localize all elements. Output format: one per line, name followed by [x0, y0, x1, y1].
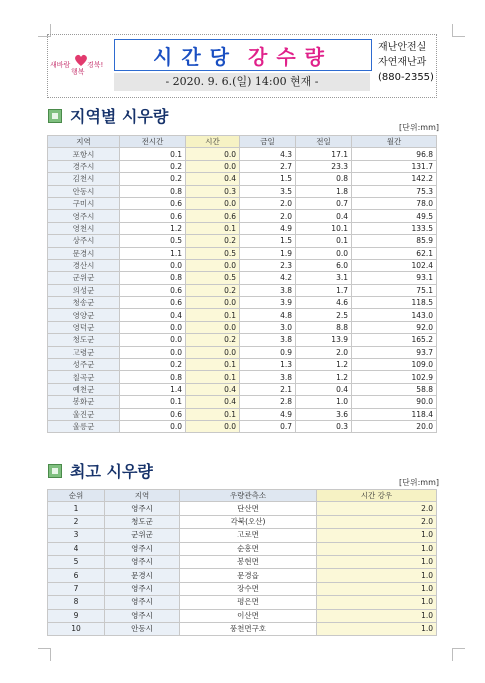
table-row — [48, 259, 437, 271]
rank-cell: 1 — [48, 502, 105, 515]
value-cell: 0.3 — [296, 420, 352, 432]
value-cell: 75.3 — [352, 185, 437, 197]
value-cell: 0.8 — [120, 185, 186, 197]
value-cell: 0.7 — [296, 197, 352, 209]
rank-cell: 6 — [48, 569, 105, 582]
region-cell: 청송군 — [48, 297, 120, 309]
region-cell: 안동시 — [105, 622, 180, 635]
region-cell: 영주시 — [48, 210, 120, 222]
value-cell: 0.0 — [120, 334, 186, 346]
value-cell: 2.7 — [240, 160, 296, 172]
value-cell: 0.2 — [186, 284, 240, 296]
title-part-1: 시간당 — [153, 44, 238, 69]
value-cell: 1.0 — [296, 396, 352, 408]
dept-division: 자연재난과 — [378, 57, 427, 68]
station-cell: 평은면 — [180, 596, 317, 609]
table-row — [48, 222, 437, 234]
value-cell: 0.0 — [186, 321, 240, 333]
value-cell: 102.9 — [352, 371, 437, 383]
value-cell: 1.2 — [120, 222, 186, 234]
value-cell: 0.1 — [186, 222, 240, 234]
region-cell: 성주군 — [48, 359, 120, 371]
value-cell: 109.0 — [352, 359, 437, 371]
region-cell: 문경시 — [48, 247, 120, 259]
table-row — [48, 210, 437, 222]
station-cell: 봉현면 — [180, 555, 317, 568]
value-cell: 23.3 — [296, 160, 352, 172]
table-row — [48, 582, 437, 595]
value-cell: 1.1 — [120, 247, 186, 259]
value-cell: 102.4 — [352, 259, 437, 271]
region-cell: 봉화군 — [48, 396, 120, 408]
section-heading-regional — [48, 104, 168, 127]
value-cell: 78.0 — [352, 197, 437, 209]
value-cell: 0.6 — [120, 210, 186, 222]
station-cell: 각북(오산) — [180, 515, 317, 528]
value-cell: 0.0 — [186, 148, 240, 160]
region-cell: 의성군 — [48, 284, 120, 296]
value-cell: 0.1 — [186, 359, 240, 371]
table-row — [48, 297, 437, 309]
value-cell: 0.1 — [186, 309, 240, 321]
page-corner-mark — [452, 24, 465, 37]
value-cell: 0.6 — [120, 284, 186, 296]
value-cell: 6.0 — [296, 259, 352, 271]
column-header: 시간 — [186, 136, 240, 148]
rainfall-cell: 1.0 — [317, 622, 437, 635]
value-cell: 0.4 — [296, 210, 352, 222]
region-cell: 문경시 — [105, 569, 180, 582]
column-header: 순위 — [48, 490, 105, 502]
value-cell: 4.6 — [296, 297, 352, 309]
table-row — [48, 569, 437, 582]
report-header — [47, 34, 437, 98]
table-header-row — [48, 490, 437, 502]
value-cell: 2.3 — [240, 259, 296, 271]
value-cell: 90.0 — [352, 396, 437, 408]
table-row — [48, 334, 437, 346]
region-cell: 고령군 — [48, 346, 120, 358]
value-cell: 1.2 — [296, 359, 352, 371]
value-cell: 10.1 — [296, 222, 352, 234]
value-cell: 3.9 — [240, 297, 296, 309]
region-cell: 상주시 — [48, 235, 120, 247]
value-cell: 0.7 — [240, 420, 296, 432]
unit-label: [단위:mm] — [399, 123, 439, 132]
table-row — [48, 408, 437, 420]
table-row — [48, 420, 437, 432]
station-cell: 문경읍 — [180, 569, 317, 582]
region-cell: 영주시 — [105, 555, 180, 568]
value-cell: 2.5 — [296, 309, 352, 321]
table-row — [48, 235, 437, 247]
value-cell: 62.1 — [352, 247, 437, 259]
value-cell: 1.9 — [240, 247, 296, 259]
region-cell: 영주시 — [105, 582, 180, 595]
table-row — [48, 502, 437, 515]
station-cell: 고로면 — [180, 529, 317, 542]
value-cell: 2.1 — [240, 383, 296, 395]
rainfall-cell: 1.0 — [317, 529, 437, 542]
rainfall-cell: 1.0 — [317, 555, 437, 568]
region-cell: 청도군 — [105, 515, 180, 528]
region-cell: 영주시 — [105, 596, 180, 609]
table-row — [48, 185, 437, 197]
title-part-2: 강수량 — [248, 44, 333, 69]
value-cell: 0.2 — [120, 359, 186, 371]
region-cell: 경산시 — [48, 259, 120, 271]
table-row — [48, 542, 437, 555]
rainfall-cell: 1.0 — [317, 542, 437, 555]
rank-cell: 3 — [48, 529, 105, 542]
rainfall-cell: 1.0 — [317, 569, 437, 582]
page-corner-mark — [452, 648, 465, 661]
report-title — [114, 39, 372, 71]
value-cell: 1.5 — [240, 173, 296, 185]
table-row — [48, 622, 437, 635]
table-row — [48, 383, 437, 395]
value-cell: 0.6 — [120, 408, 186, 420]
table-row — [48, 371, 437, 383]
station-cell: 풍천면구호 — [180, 622, 317, 635]
value-cell: 0.6 — [120, 297, 186, 309]
value-cell: 142.2 — [352, 173, 437, 185]
department-info — [378, 40, 436, 85]
logo-text-left: 새바람 — [50, 61, 71, 69]
value-cell: 75.1 — [352, 284, 437, 296]
value-cell: 58.8 — [352, 383, 437, 395]
region-cell: 김천시 — [48, 173, 120, 185]
value-cell: 4.3 — [240, 148, 296, 160]
rainfall-cell: 1.0 — [317, 609, 437, 622]
value-cell: 0.0 — [120, 420, 186, 432]
region-cell: 군위군 — [48, 272, 120, 284]
value-cell: 0.0 — [186, 420, 240, 432]
value-cell: 0.4 — [120, 309, 186, 321]
value-cell: 3.0 — [240, 321, 296, 333]
value-cell: 133.5 — [352, 222, 437, 234]
table-row — [48, 197, 437, 209]
value-cell: 0.0 — [120, 259, 186, 271]
region-cell: 울릉군 — [48, 420, 120, 432]
rank-cell: 7 — [48, 582, 105, 595]
value-cell: 2.0 — [296, 346, 352, 358]
value-cell: 92.0 — [352, 321, 437, 333]
section-heading-max — [48, 459, 153, 482]
column-header: 우량관측소 — [180, 490, 317, 502]
regional-rainfall-table — [47, 135, 437, 433]
region-cell: 영천시 — [48, 222, 120, 234]
value-cell: 165.2 — [352, 334, 437, 346]
value-cell: 0.8 — [296, 173, 352, 185]
value-cell: 0.0 — [120, 346, 186, 358]
value-cell: 0.0 — [186, 259, 240, 271]
region-cell: 영주시 — [105, 542, 180, 555]
table-row — [48, 346, 437, 358]
province-logo — [50, 49, 108, 79]
rank-cell: 4 — [48, 542, 105, 555]
table-row — [48, 359, 437, 371]
table-row — [48, 247, 437, 259]
region-cell: 영주시 — [105, 502, 180, 515]
table-row — [48, 609, 437, 622]
rainfall-cell: 1.0 — [317, 596, 437, 609]
value-cell: 0.5 — [186, 247, 240, 259]
dept-office: 재난안전실 — [378, 42, 427, 53]
value-cell: 118.5 — [352, 297, 437, 309]
table-header-row — [48, 136, 437, 148]
table-row — [48, 272, 437, 284]
region-cell: 영덕군 — [48, 321, 120, 333]
value-cell: 0.1 — [120, 396, 186, 408]
page-corner-mark — [38, 648, 51, 661]
value-cell: 118.4 — [352, 408, 437, 420]
value-cell: 0.0 — [296, 247, 352, 259]
value-cell: 1.3 — [240, 359, 296, 371]
unit-label: [단위:mm] — [399, 478, 439, 487]
value-cell: 3.8 — [240, 284, 296, 296]
logo-text-heart: 행복 — [71, 68, 85, 76]
region-cell: 영양군 — [48, 309, 120, 321]
value-cell: 0.0 — [186, 197, 240, 209]
value-cell: 4.2 — [240, 272, 296, 284]
region-cell: 경주시 — [48, 160, 120, 172]
value-cell: 93.1 — [352, 272, 437, 284]
table-row — [48, 284, 437, 296]
value-cell: 3.5 — [240, 185, 296, 197]
rainfall-cell: 2.0 — [317, 515, 437, 528]
region-cell: 군위군 — [105, 529, 180, 542]
station-cell: 순흥면 — [180, 542, 317, 555]
value-cell: 1.4 — [120, 383, 186, 395]
table-row — [48, 596, 437, 609]
region-cell: 울진군 — [48, 408, 120, 420]
column-header: 시간 강우 — [317, 490, 437, 502]
value-cell: 0.6 — [186, 210, 240, 222]
column-header: 지역 — [105, 490, 180, 502]
table-row — [48, 309, 437, 321]
station-cell: 이산면 — [180, 609, 317, 622]
region-cell: 안동시 — [48, 185, 120, 197]
value-cell: 2.8 — [240, 396, 296, 408]
rank-cell: 8 — [48, 596, 105, 609]
logo-text-right: 경북! — [87, 61, 104, 69]
value-cell: 85.9 — [352, 235, 437, 247]
table-row — [48, 321, 437, 333]
value-cell: 0.0 — [186, 297, 240, 309]
region-cell: 포항시 — [48, 148, 120, 160]
value-cell: 0.0 — [120, 321, 186, 333]
value-cell: 0.2 — [186, 334, 240, 346]
value-cell: 13.9 — [296, 334, 352, 346]
column-header: 월간 — [352, 136, 437, 148]
value-cell: 0.5 — [186, 272, 240, 284]
table-row — [48, 173, 437, 185]
value-cell: 0.0 — [186, 346, 240, 358]
value-cell: 0.8 — [120, 371, 186, 383]
value-cell: 96.8 — [352, 148, 437, 160]
value-cell: 20.0 — [352, 420, 437, 432]
value-cell: 0.4 — [186, 173, 240, 185]
table-row — [48, 515, 437, 528]
value-cell: 0.2 — [186, 235, 240, 247]
table-row — [48, 160, 437, 172]
section-title: 지역별 시우량 — [70, 107, 169, 126]
value-cell: 0.1 — [186, 408, 240, 420]
value-cell: 143.0 — [352, 309, 437, 321]
value-cell: 3.6 — [296, 408, 352, 420]
value-cell: 3.8 — [240, 371, 296, 383]
value-cell: 0.4 — [186, 396, 240, 408]
value-cell: 3.1 — [296, 272, 352, 284]
value-cell: 0.4 — [296, 383, 352, 395]
value-cell: 1.7 — [296, 284, 352, 296]
max-rainfall-table — [47, 489, 437, 636]
value-cell: 0.8 — [120, 272, 186, 284]
rank-cell: 10 — [48, 622, 105, 635]
value-cell: 4.9 — [240, 408, 296, 420]
value-cell: 0.4 — [186, 383, 240, 395]
rank-cell: 5 — [48, 555, 105, 568]
region-cell: 영주시 — [105, 609, 180, 622]
value-cell: 93.7 — [352, 346, 437, 358]
value-cell: 3.8 — [240, 334, 296, 346]
section-title: 최고 시우량 — [70, 462, 153, 481]
table-row — [48, 555, 437, 568]
value-cell: 49.5 — [352, 210, 437, 222]
value-cell: 1.5 — [240, 235, 296, 247]
column-header: 전시간 — [120, 136, 186, 148]
value-cell: 0.1 — [296, 235, 352, 247]
dept-phone: (880-2355) — [378, 72, 434, 83]
section-bullet-icon — [48, 109, 62, 123]
value-cell: 1.8 — [296, 185, 352, 197]
value-cell: 2.0 — [240, 210, 296, 222]
table-row — [48, 529, 437, 542]
value-cell: 1.2 — [296, 371, 352, 383]
region-cell: 구미시 — [48, 197, 120, 209]
value-cell: 0.6 — [120, 197, 186, 209]
value-cell: 0.3 — [186, 185, 240, 197]
section-bullet-icon — [48, 464, 62, 478]
value-cell: 0.2 — [120, 173, 186, 185]
value-cell: 4.8 — [240, 309, 296, 321]
column-header: 전일 — [296, 136, 352, 148]
region-cell: 예천군 — [48, 383, 120, 395]
region-cell: 청도군 — [48, 334, 120, 346]
value-cell: 2.0 — [240, 197, 296, 209]
rainfall-cell: 1.0 — [317, 582, 437, 595]
column-header: 금일 — [240, 136, 296, 148]
column-header: 지역 — [48, 136, 120, 148]
station-cell: 단산면 — [180, 502, 317, 515]
table-row — [48, 396, 437, 408]
value-cell: 4.9 — [240, 222, 296, 234]
value-cell: 0.1 — [186, 371, 240, 383]
report-datetime: - 2020. 9. 6.(일) 14:00 현재 - — [114, 73, 370, 91]
value-cell: 0.5 — [120, 235, 186, 247]
station-cell: 장수면 — [180, 582, 317, 595]
value-cell: 0.2 — [120, 160, 186, 172]
value-cell: 0.0 — [186, 160, 240, 172]
rank-cell: 9 — [48, 609, 105, 622]
value-cell: 8.8 — [296, 321, 352, 333]
region-cell: 칠곡군 — [48, 371, 120, 383]
rank-cell: 2 — [48, 515, 105, 528]
value-cell: 0.9 — [240, 346, 296, 358]
value-cell: 17.1 — [296, 148, 352, 160]
table-row — [48, 148, 437, 160]
value-cell: 131.7 — [352, 160, 437, 172]
value-cell: 0.1 — [120, 148, 186, 160]
rainfall-cell: 2.0 — [317, 502, 437, 515]
